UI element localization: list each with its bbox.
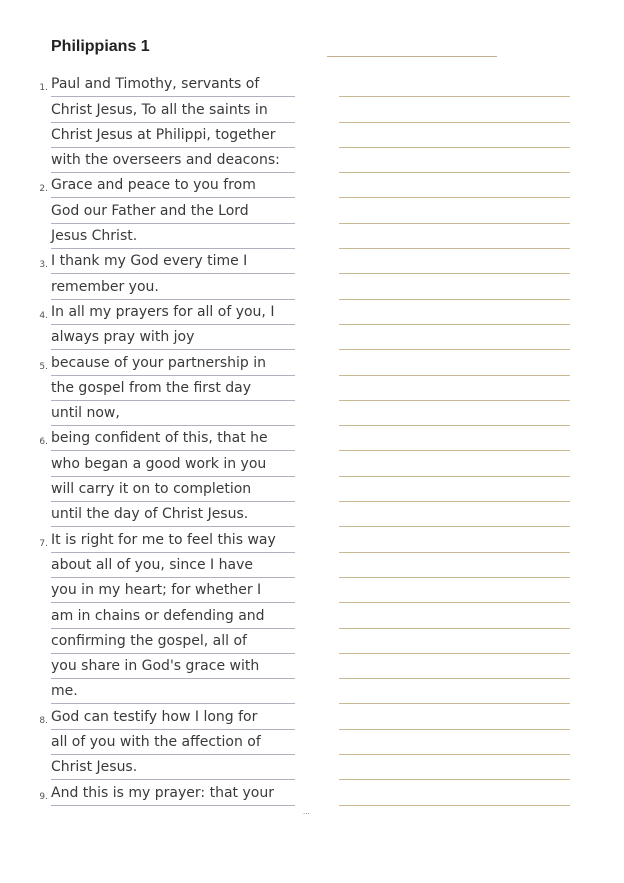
verse-text-line: until the day of Christ Jesus. [51,502,295,527]
writing-line[interactable] [339,527,570,552]
verse-text-line: you share in God's grace with [51,654,295,679]
verse-row [0,654,300,679]
verse-row [0,704,300,729]
verse-text-line: me. [51,679,295,704]
verse-text-line: am in chains or defending and [51,604,295,629]
writing-line[interactable] [339,300,570,325]
writing-line[interactable] [339,198,570,223]
verse-row [0,300,300,325]
verse-text-line: remember you. [51,275,295,300]
writing-line[interactable] [339,123,570,148]
verse-row [0,249,300,274]
verse-row [0,679,300,704]
verse-column [0,72,300,806]
verse-row [0,148,300,173]
verse-row [0,477,300,502]
verse-text-line: will carry it on to completion [51,477,295,502]
verse-text-line: who began a good work in you [51,452,295,477]
verse-text-line: always pray with joy [51,325,295,350]
writing-line[interactable] [339,477,570,502]
verse-number: 6. [39,437,48,448]
page-number: ··· [303,810,310,818]
verse-text-line: In all my prayers for all of you, I [51,300,295,325]
verse-number: 1. [39,83,48,94]
verse-row [0,426,300,451]
verse-row [0,629,300,654]
verse-number: 9. [39,791,48,802]
verse-number: 3. [39,260,48,271]
verse-row [0,274,300,299]
verse-text-line: the gospel from the first day [51,376,295,401]
verse-row [0,401,300,426]
verse-row [0,224,300,249]
name-writing-line[interactable] [327,56,497,57]
verse-row [0,755,300,780]
writing-line[interactable] [339,704,570,729]
verse-row [0,578,300,603]
verse-text-line: Paul and Timothy, servants of [51,72,295,97]
verse-row [0,603,300,628]
verse-text-line: about all of you, since I have [51,553,295,578]
verse-text-line: And this is my prayer: that your [51,781,295,806]
verse-row [0,72,300,97]
writing-line[interactable] [339,72,570,97]
writing-line[interactable] [339,780,570,805]
verse-number: 8. [39,715,48,726]
writing-line[interactable] [339,376,570,401]
writing-line[interactable] [339,502,570,527]
verse-row [0,173,300,198]
verse-number: 7. [39,538,48,549]
verse-row [0,325,300,350]
verse-row [0,97,300,122]
verse-text-line: It is right for me to feel this way [51,528,295,553]
writing-line[interactable] [339,325,570,350]
verse-text-line: God our Father and the Lord [51,199,295,224]
writing-line[interactable] [339,553,570,578]
verse-text-line: Jesus Christ. [51,224,295,249]
verse-text-line: being confident of this, that he [51,426,295,451]
verse-text-line: all of you with the affection of [51,730,295,755]
verse-number: 5. [39,361,48,372]
writing-line[interactable] [339,679,570,704]
verse-row [0,527,300,552]
writing-line[interactable] [339,629,570,654]
verse-row [0,502,300,527]
verse-text-line: Christ Jesus. [51,755,295,780]
writing-line[interactable] [339,224,570,249]
verse-row [0,198,300,223]
verse-row [0,780,300,805]
verse-text-line: confirming the gospel, all of [51,629,295,654]
verse-row [0,350,300,375]
writing-line[interactable] [339,350,570,375]
writing-line[interactable] [339,401,570,426]
writing-line[interactable] [339,578,570,603]
writing-column [339,72,570,806]
writing-line[interactable] [339,274,570,299]
writing-line[interactable] [339,249,570,274]
verse-number: 2. [39,184,48,195]
writing-line[interactable] [339,451,570,476]
writing-line[interactable] [339,426,570,451]
verse-text-line: I thank my God every time I [51,249,295,274]
verse-text-line: until now, [51,401,295,426]
verse-text-line: because of your partnership in [51,351,295,376]
writing-line[interactable] [339,173,570,198]
writing-line[interactable] [339,97,570,122]
verse-text-line: you in my heart; for whether I [51,578,295,603]
verse-row [0,553,300,578]
verse-text-line: with the overseers and deacons: [51,148,295,173]
verse-text-line: Grace and peace to you from [51,173,295,198]
verse-row [0,376,300,401]
writing-line[interactable] [339,654,570,679]
verse-text-line: Christ Jesus at Philippi, together [51,123,295,148]
verse-row [0,730,300,755]
writing-line[interactable] [339,148,570,173]
writing-line[interactable] [339,603,570,628]
writing-line[interactable] [339,730,570,755]
writing-line[interactable] [339,755,570,780]
verse-text-line: Christ Jesus, To all the saints in [51,98,295,123]
verse-row [0,451,300,476]
verse-row [0,123,300,148]
page-title: Philippians 1 [51,38,150,55]
verse-number: 4. [39,310,48,321]
verse-text-line: God can testify how I long for [51,705,295,730]
